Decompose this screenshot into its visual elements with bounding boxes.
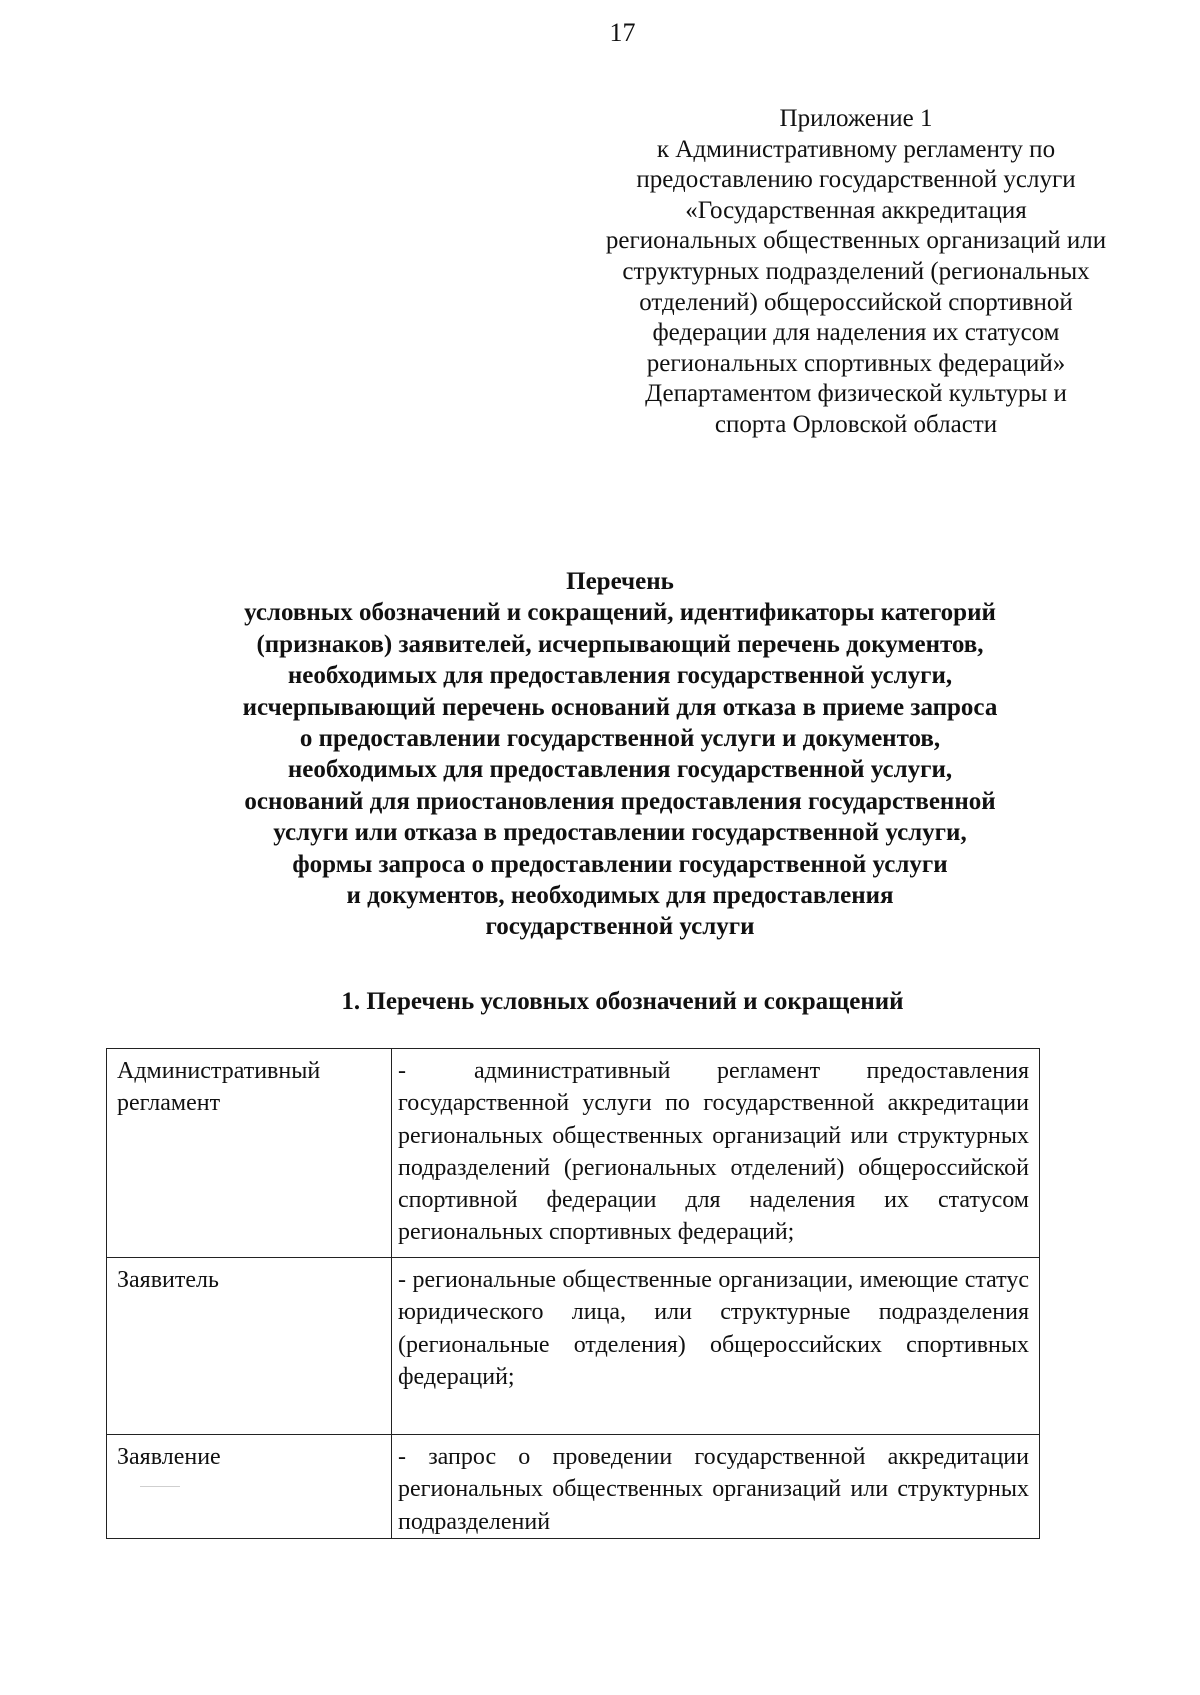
definition-cell (392, 1435, 1040, 1539)
document-title (140, 566, 1100, 943)
title-line: формы запроса о предоставлении государственной услуги (292, 850, 948, 878)
appendix-line: структурных подразделений (региональных (622, 257, 1090, 285)
table-row (107, 1049, 1040, 1258)
definition: региональные общественные организации, имеющие статус юридического лица, или структурные подразделения (региональные отделения) общероссийских спортивных федераций; (398, 1267, 1030, 1390)
appendix-line: предоставлению государственной услуги (636, 166, 1076, 194)
definition-cell (392, 1049, 1040, 1258)
title-line: Перечень (566, 568, 674, 595)
term-cell: Заявление (107, 1435, 392, 1539)
dash-mark: - (398, 1267, 406, 1293)
appendix-line: Департаментом физической культуры и (645, 380, 1067, 408)
section-heading: 1. Перечень условных обозначений и сокращений (341, 988, 904, 1015)
title-line: и документов, необходимых для предоставления (346, 882, 894, 910)
term-cell: Административный регламент (107, 1049, 392, 1258)
scan-artifact (140, 1486, 180, 1487)
page-number: 17 (609, 18, 636, 47)
appendix-line: спорта Орловской области (714, 410, 998, 438)
appendix-line: федерации для наделения их статусом (652, 319, 1060, 347)
abbreviations-table (106, 1048, 1040, 1539)
definition-text (398, 1055, 1029, 1249)
definition: административный регламент предоставления государственной услуги по государственной аккредитации региональных общественных организаций или структурных подразделений (региональных отделений) общероссийской спортивной федерации для наделения их статусом региональных спортивных федераций; (398, 1058, 1029, 1246)
table-row (107, 1435, 1040, 1539)
title-line: исчерпывающий перечень оснований для отказа в приеме запроса (242, 693, 998, 721)
title-line: необходимых для предоставления государственной услуги, (287, 756, 953, 784)
dash-mark: - (398, 1444, 406, 1470)
appendix-line: региональных общественных организаций или (605, 227, 1107, 255)
title-line: государственной услуги (485, 913, 755, 941)
title-line: (признаков) заявителей, исчерпывающий перечень документов, (256, 630, 984, 658)
title-line: оснований для приостановления предоставления государственной (244, 787, 996, 815)
appendix-header (574, 104, 1138, 441)
appendix-line: региональных спортивных федераций» (646, 349, 1066, 377)
definition-cell (392, 1258, 1040, 1435)
appendix-line: к Административному регламенту по (656, 135, 1056, 163)
definition-text (398, 1264, 1029, 1393)
title-line: услуги или отказа в предоставлении государственной услуги, (273, 819, 967, 847)
title-line: необходимых для предоставления государственной услуги, (287, 662, 953, 690)
dash-mark: - (398, 1058, 406, 1084)
appendix-line: «Государственная аккредитация (685, 196, 1027, 224)
table-row (107, 1258, 1040, 1435)
appendix-line: Приложение 1 (779, 105, 933, 132)
definition-text (398, 1441, 1029, 1538)
appendix-line: отделений) общероссийской спортивной (639, 288, 1073, 316)
title-line: о предоставлении государственной услуги и документов, (299, 725, 941, 753)
definition: запрос о проведении государственной аккредитации региональных общественных организаций или структурных подразделений (398, 1444, 1029, 1535)
term-cell: Заявитель (107, 1258, 392, 1435)
title-line: условных обозначений и сокращений, идентификаторы категорий (244, 599, 996, 627)
